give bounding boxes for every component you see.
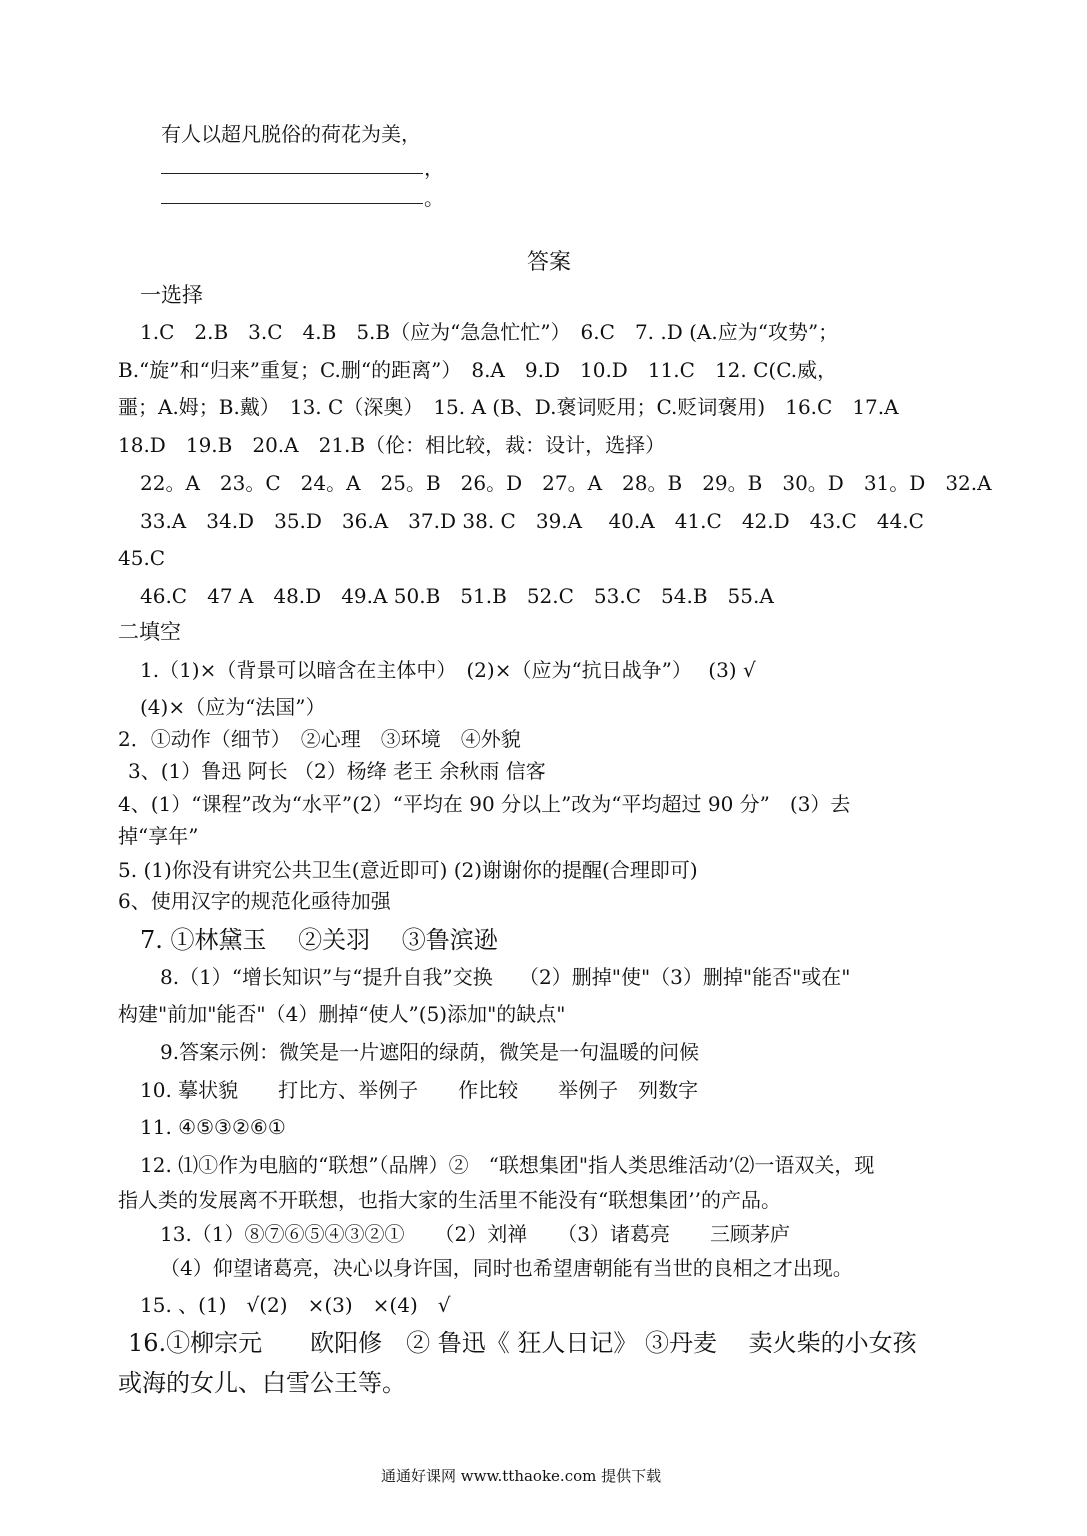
poem-line-1: 有人以超凡脱俗的荷花为美，	[161, 122, 421, 146]
blank-line-1-punct: ，	[424, 156, 444, 180]
s2-line: 或海的女儿、白雪公王等。	[118, 1369, 406, 1397]
s2-line: 12. ⑴①作为电脑的“联想”（品牌）② “联想集团"指人类思维活动’⑵一语双关，现	[140, 1153, 875, 1177]
footer-source: 通通好课网 www.tthaoke.com 提供下载	[381, 1467, 662, 1485]
s1-line: 46.C 47 A 48.D 49.A 50.B 51.B 52.C 53.C 54.B 55.A	[140, 584, 774, 608]
s2-line: 7. ①林黛玉 ②关羽 ③鲁滨逊	[140, 926, 498, 954]
s2-line: 掉“享年”	[118, 824, 199, 848]
blank-line-2	[161, 203, 423, 204]
s1-line: 18.D 19.B 20.A 21.B（伦：相比较，裁：设计，选择）	[118, 433, 666, 457]
section2-heading: 二填空	[118, 620, 181, 644]
s2-line: 10. 摹状貌 打比方、举例子 作比较 举例子 列数字	[140, 1078, 699, 1102]
s1-line: 33.A 34.D 35.D 36.A 37.D 38. C 39.A 40.A 41.C 42.D 43.C 44.C	[140, 509, 924, 533]
s2-line: 13.（1）⑧⑦⑥⑤④③②① （2）刘禅 （3）诸葛亮 三顾茅庐	[160, 1222, 790, 1246]
s2-line: 2．①动作（细节） ②心理 ③环境 ④外貌	[118, 727, 521, 751]
s2-line: (4)×（应为“法国”）	[140, 695, 326, 719]
s2-line: 8.（1）“增长知识”与“提升自我”交换 （2）删掉"使"（3）删掉"能否"或在"	[160, 965, 851, 989]
answer-title: 答案	[527, 250, 572, 275]
s2-line: 1.（1)×（背景可以暗含在主体中） (2)×（应为“抗日战争”） (3) √	[140, 658, 756, 682]
s2-line: 5. (1)你没有讲究公共卫生(意近即可) (2)谢谢你的提醒(合理即可)	[118, 858, 698, 882]
s2-line: 6、使用汉字的规范化亟待加强	[118, 889, 391, 913]
blank-line-1	[161, 173, 423, 174]
s2-line: 9.答案示例：微笑是一片遮阳的绿荫，微笑是一句温暖的问候	[160, 1040, 700, 1064]
blank-line-2-punct: 。	[424, 186, 444, 210]
s2-line: 指人类的发展离不开联想，也指大家的生活里不能没有“联想集团’’的产品。	[118, 1188, 781, 1212]
s1-line: 22。A 23。C 24。A 25。B 26。D 27。A 28。B 29。B 30。D 31。D 32.A	[140, 471, 992, 495]
s2-line: 16.①柳宗元 欧阳修 ② 鲁迅《 狂人日记》 ③丹麦 卖火柴的小女孩	[128, 1329, 917, 1357]
s2-line: 构建"前加"能否"（4）删掉“使人”(5)添加"的缺点"	[118, 1002, 566, 1026]
section1-heading: 一选择	[140, 283, 203, 307]
s2-line: （4）仰望诸葛亮，决心以身许国，同时也希望唐朝能有当世的良相之才出现。	[160, 1256, 853, 1280]
s1-line: B.“旋”和“归来”重复；C.删“的距离”） 8.A 9.D 10.D 11.C 12. C(C.威，	[118, 358, 838, 382]
s2-line: 15. 、(1) √(2) ×(3) ×(4) √	[140, 1293, 451, 1317]
s1-line: 噩；A.姆；B.戴） 13. C（深奥） 15. A (B、D.褒词贬用；C.贬词褒用) 16.C 17.A	[118, 395, 899, 419]
s1-line: 45.C	[118, 546, 166, 570]
s1-line: 1.C 2.B 3.C 4.B 5.B（应为“急急忙忙”） 6.C 7. .D (A.应为“攻势”；	[140, 320, 839, 344]
s2-line: 3、(1）鲁迅 阿长 （2）杨绛 老王 余秋雨 信客	[128, 759, 546, 783]
s2-line: 11. ④⑤③②⑥①	[140, 1115, 286, 1139]
s2-line: 4、(1）“课程”改为“水平”(2）“平均在 90 分以上”改为“平均超过 90 分” (3）去	[118, 792, 851, 816]
